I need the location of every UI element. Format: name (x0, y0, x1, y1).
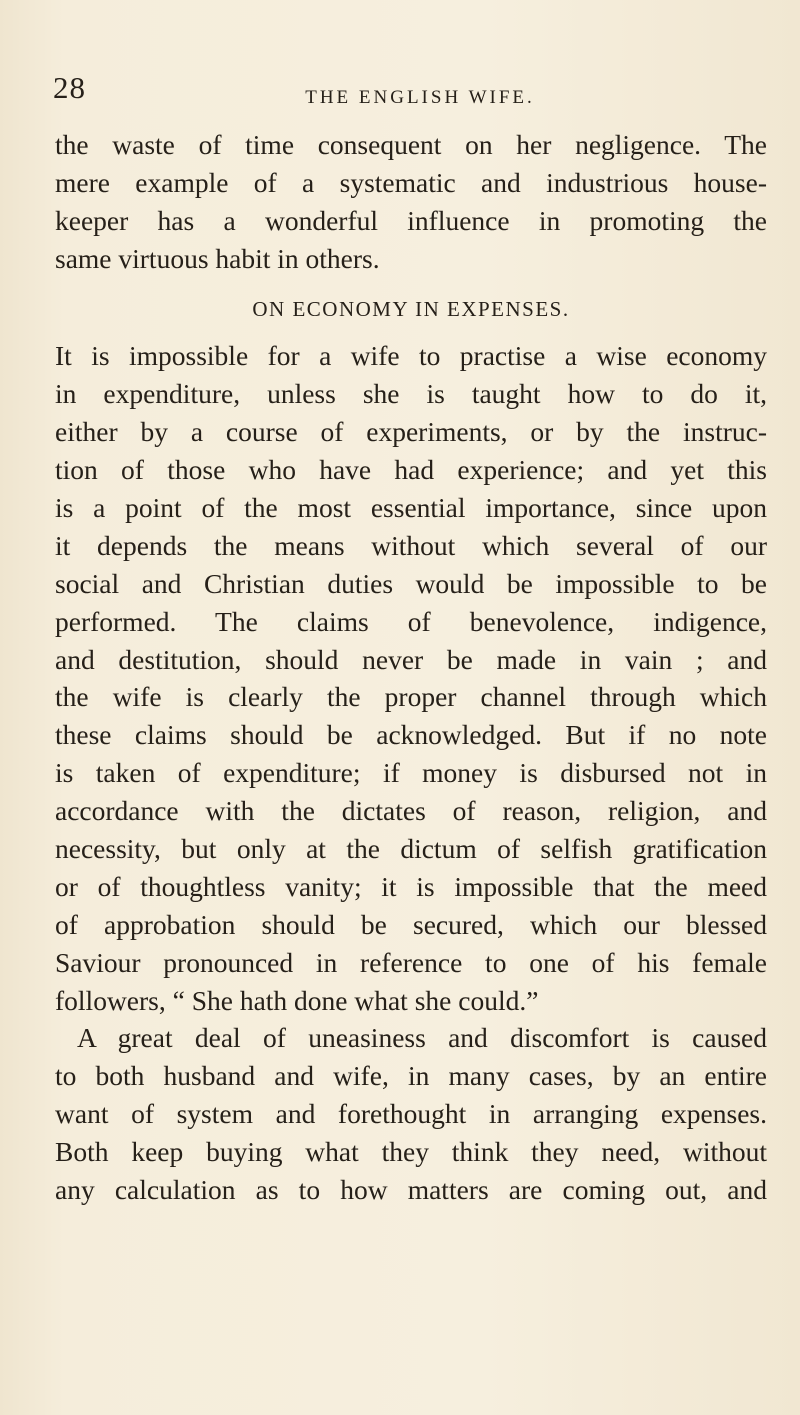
paragraph-3 (55, 1019, 767, 1208)
text-line: is a point of the most essential importance, since upon (55, 492, 767, 524)
text-line: same virtuous habit in others. (55, 242, 380, 274)
text-line: tion of those who have had experience; and yet this (55, 454, 767, 486)
text-line: to both husband and wife, in many cases, by an entire (55, 1060, 767, 1092)
text-line: of approbation should be secured, which our blessed (55, 908, 767, 940)
text-line: necessity, but only at the dictum of selfish gratification (55, 833, 767, 865)
running-title: THE ENGLISH WIFE. (305, 87, 535, 108)
paragraph-2 (55, 337, 767, 1019)
text-line: keeper has a wonderful influence in promoting the (55, 204, 767, 236)
text-line: in expenditure, unless she is taught how to do it, (55, 378, 767, 410)
text-line: the waste of time consequent on her negligence. The (55, 129, 767, 160)
text-line: and destitution, should never be made in vain ; and (55, 643, 767, 675)
text-line: performed. The claims of benevolence, indigence, (55, 605, 767, 637)
text-line: accordance with the dictates of reason, religion, and (55, 795, 767, 827)
text-line: Saviour pronounced in reference to one of his female (55, 946, 767, 978)
section-heading: ON ECONOMY IN EXPENSES. (252, 296, 570, 321)
text-line: want of system and forethought in arranging expenses. (55, 1098, 767, 1130)
text-line: any calculation as to how matters are coming out, and (55, 1174, 767, 1206)
text-line: it depends the means without which several of our (55, 529, 767, 561)
text-line: It is impossible for a wife to practise a wise economy (55, 340, 767, 372)
text-line: social and Christian duties would be impossible to be (55, 567, 767, 599)
text-line: or of thoughtless vanity; it is impossible that the meed (55, 870, 767, 902)
page-number: 28 (53, 70, 86, 105)
text-line: the wife is clearly the proper channel through which (55, 681, 767, 713)
text-line: is taken of expenditure; if money is disbursed not in (55, 757, 767, 789)
text-line: A great deal of uneasiness and discomfort is caused (77, 1022, 767, 1054)
paragraph-1 (55, 126, 767, 278)
text-line: mere example of a systematic and industrious house- (55, 166, 767, 198)
text-line: these claims should be acknowledged. But if no note (55, 719, 767, 751)
body-text (55, 126, 767, 1209)
text-line: Both keep buying what they think they need, without (55, 1136, 767, 1168)
text-line: either by a course of experiments, or by the instruc- (55, 416, 767, 448)
text-line: followers, “ She hath done what she could.” (55, 984, 539, 1016)
